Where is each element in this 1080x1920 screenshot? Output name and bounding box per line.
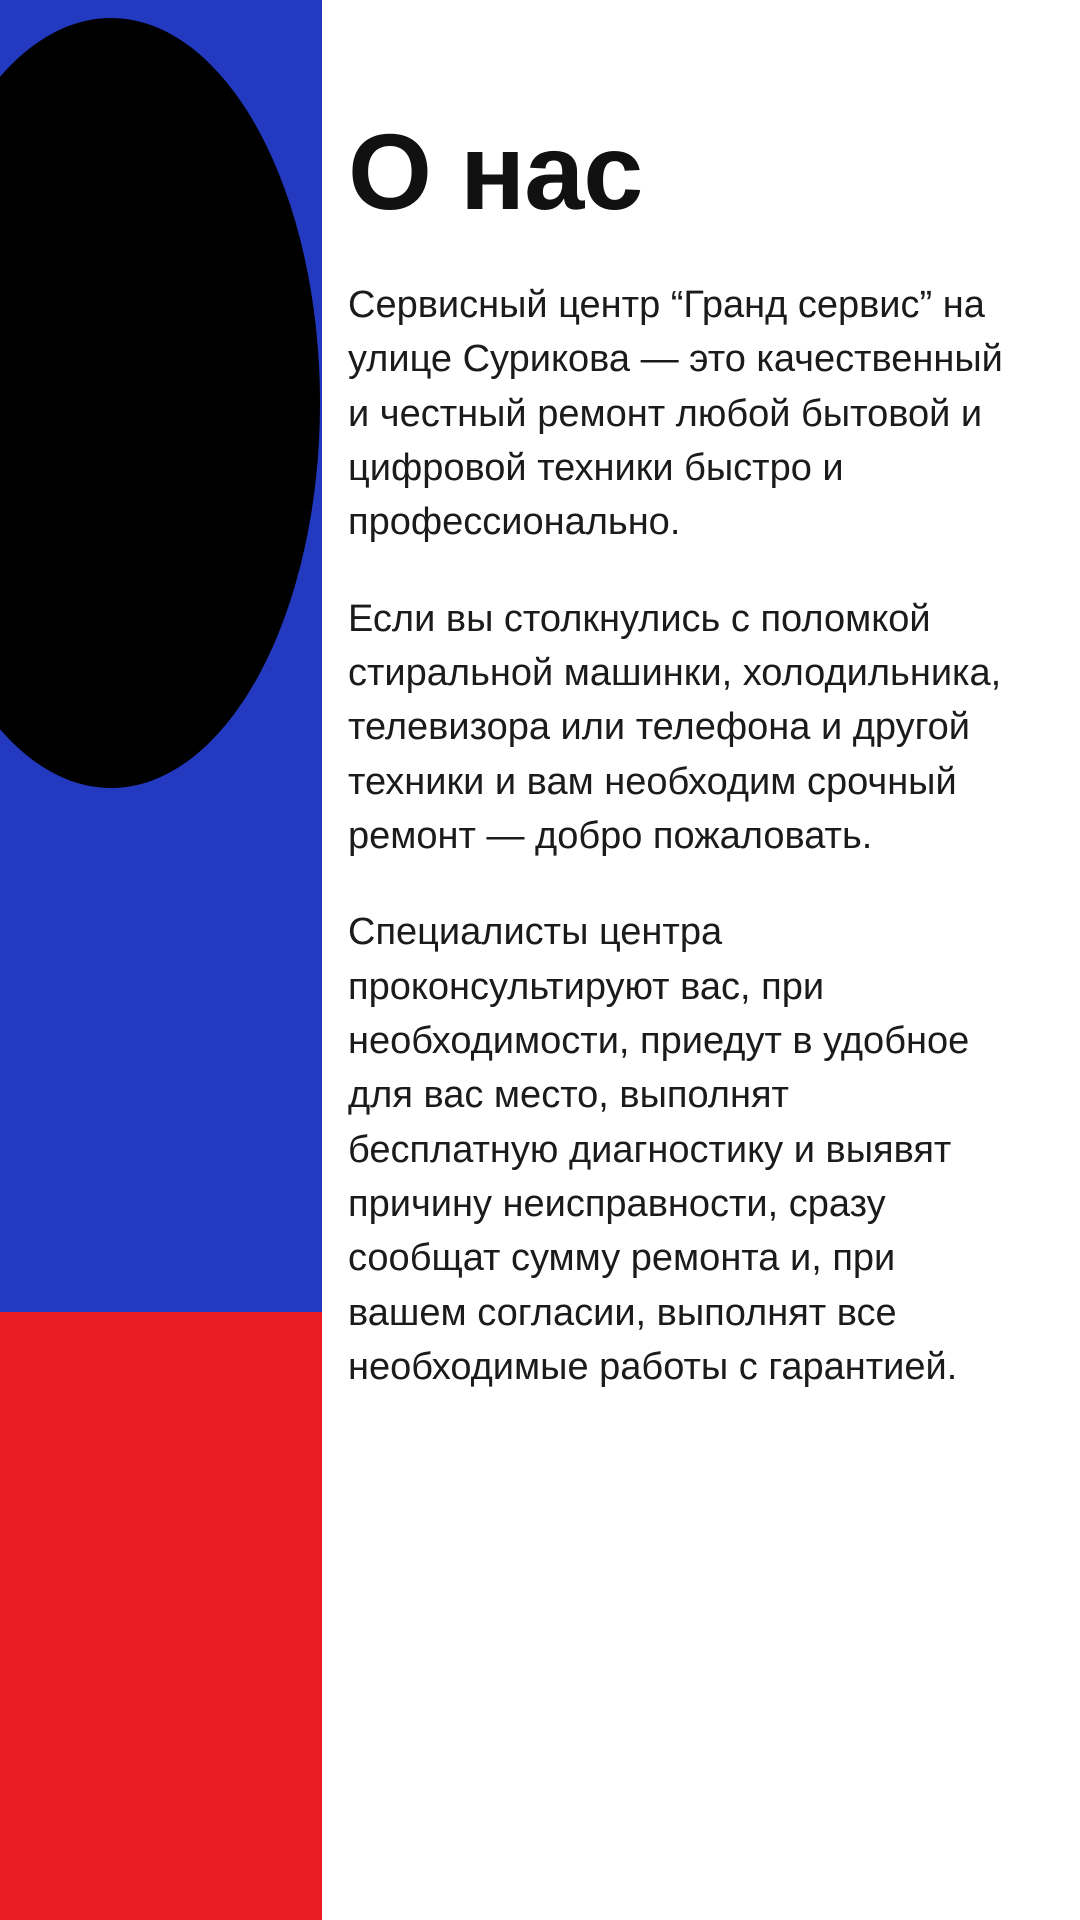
paragraph-2: Если вы столкнулись с поломкой стиральной машинки, холодильника, телевизора или телефона и другой техники и вам необходим срочный ремонт — добро пожаловать.: [348, 597, 1002, 857]
paragraph-3: Специалисты центра проконсультируют вас, при необходимости, приедут в удобное для вас место, выполнят бесплатную диагностику и выявят причину неисправности, сразу сообщат сумму ремонта и, при вашем согласии, выполнят все необходимые работы с гарантией.: [348, 911, 970, 1388]
decorative-graphic: [0, 0, 322, 1920]
page-title: О нас: [348, 111, 643, 232]
body-copy: [348, 278, 1008, 1394]
content-column: [348, 0, 1020, 1920]
red-block: [0, 1312, 322, 1920]
paragraph-1: Сервисный центр “Гранд сервис” на улице Сурикова — это качественный и честный ремонт любой бытовой и цифровой техники быстро и профессионально.: [348, 284, 1003, 544]
